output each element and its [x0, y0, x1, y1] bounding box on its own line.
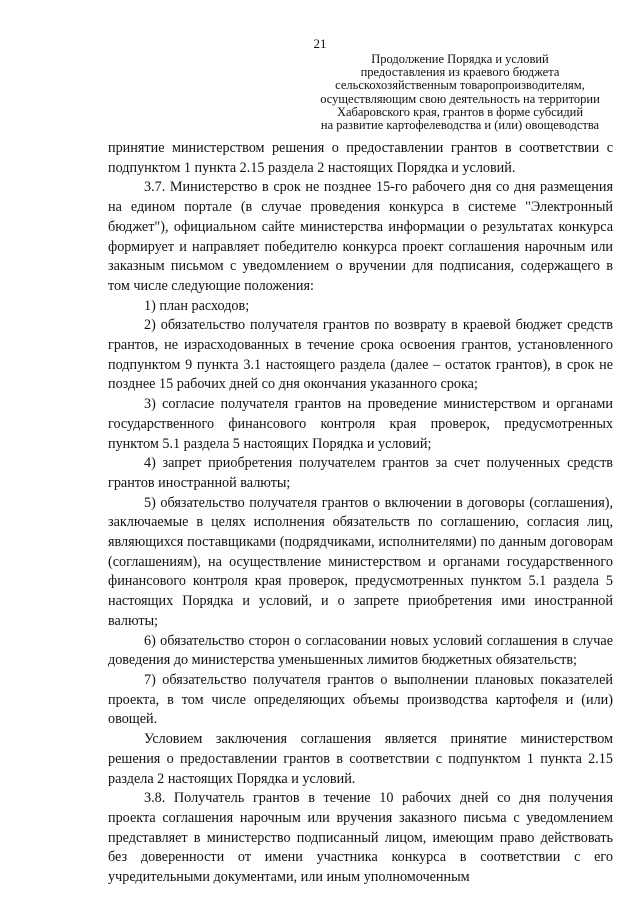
header-line: осуществляющим свою деятельность на территории	[320, 91, 600, 106]
header-line: сельскохозяйственным товаропроизводителям,	[335, 78, 585, 93]
header-line: предоставления из краевого бюджета	[360, 65, 560, 80]
list-item-5: 5) обязательство получателя грантов о включении в договоры (соглашения), заключаемые в целях исполнения обязательств по соглашению, согласия лиц, являющихся поставщиками (подрядчиками, исполнителями) по данным договорам (соглашениям), на осуществление министерством и органами государственного финансового контроля края проверок, предусмотренных пунктом 5.1 раздела 5 настоящих Порядка и условий, и о запрете приобретения ими иностранной валюты;	[108, 494, 613, 629]
paragraph-condition: Условием заключения соглашения является принятие министерством решения о предоставлении грантов в соответствии с подпунктом 1 пункта 2.15 раздела 2 настоящих Порядка и условий.	[108, 731, 613, 787]
document-body	[108, 139, 613, 888]
page-number: 21	[313, 36, 327, 51]
paragraph-continuation: принятие министерством решения о предоставлении грантов в соответствии с подпунктом 1 пункта 2.15 раздела 2 настоящих Порядка и условий.	[108, 140, 613, 176]
header-line: Хабаровского края, грантов в форме субсидий	[336, 104, 584, 119]
paragraph-3-8: 3.8. Получатель грантов в течение 10 рабочих дней со дня получения проекта соглашения нарочным или вручения заказного письма с уведомлением представляет в министерство подписанный лицом, имеющим право действовать без доверенности от имени участника конкурса в соответствии с его учредительными документами, или иным уполномоченным	[108, 790, 613, 886]
header-line: Продолжение Порядка и условий	[371, 52, 549, 66]
document-header	[300, 53, 620, 132]
list-item-7: 7) обязательство получателя грантов о выполнении плановых показателей проекта, в том числе определяющих объемы производства картофеля и (или) овощей.	[108, 671, 613, 728]
list-item-1: 1) план расходов;	[144, 297, 250, 314]
list-item-3: 3) согласие получателя грантов на проведение министерством и органами государственного финансового контроля края проверок, предусмотренных пунктом 5.1 раздела 5 настоящих Порядка и условий;	[108, 396, 613, 452]
list-item-6: 6) обязательство сторон о согласовании новых условий соглашения в случае доведения до министерства уменьшенных лимитов бюджетных обязательств;	[108, 632, 613, 669]
header-line: на развитие картофелеводства и (или) овощеводства	[320, 118, 600, 133]
paragraph-3-7: 3.7. Министерство в срок не позднее 15-го рабочего дня со дня размещения на едином портале (в случае проведения конкурса в системе "Электронный бюджет"), официальном сайте министерства информации о результатах конкурса формирует и направляет победителю конкурса проект соглашения нарочным или заказным письмом с уведомлением о вручении для подписания, содержащего в том числе следующие положения:	[108, 179, 613, 294]
list-item-2: 2) обязательство получателя грантов по возврату в краевой бюджет средств грантов, не израсходованных в течение срока освоения грантов, установленного подпунктом 9 пункта 3.1 настоящего раздела (далее – остаток грантов), в срок не позднее 15 рабочих дней со дня окончания указанного срока;	[108, 317, 613, 393]
list-item-4: 4) запрет приобретения получателем грантов за счет полученных средств грантов иностранной валюты;	[108, 455, 613, 491]
